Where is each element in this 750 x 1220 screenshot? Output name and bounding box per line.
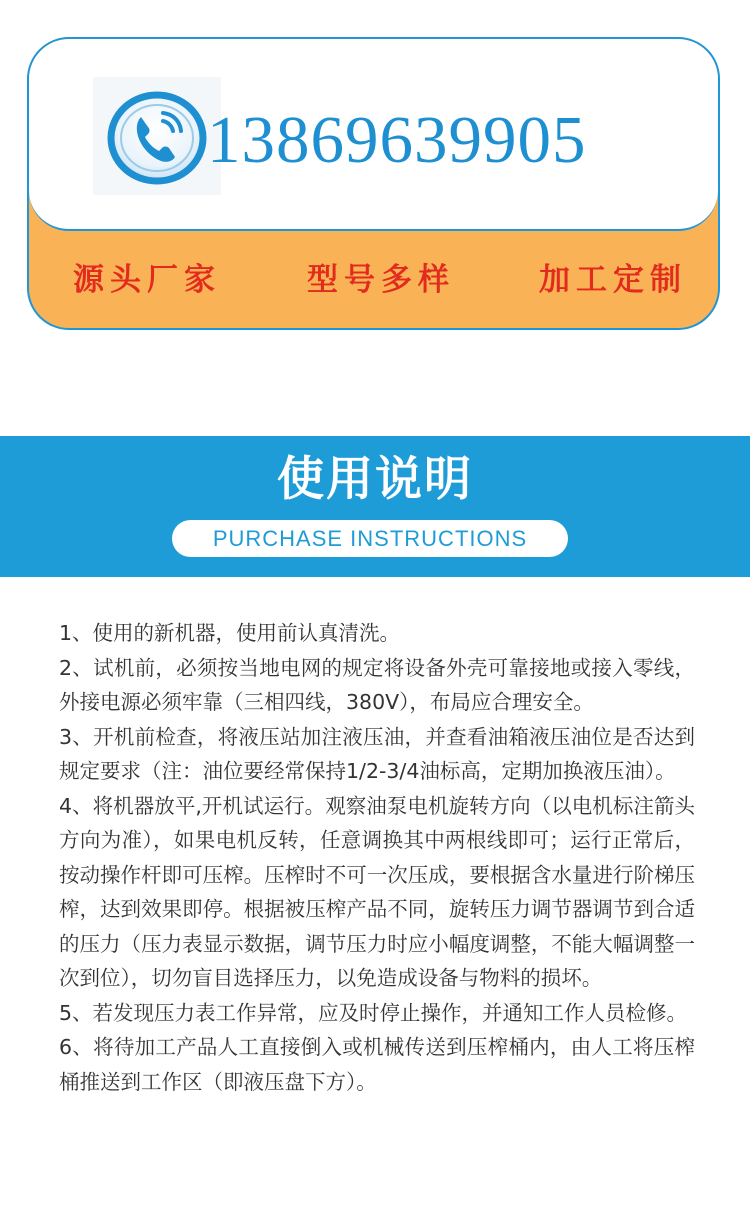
instruction-item: 5、若发现压力表工作异常，应及时停止操作，并通知工作人员检修。 [59,1000,688,1025]
instruction-item: 2、试机前，必须按当地电网的规定将设备外壳可靠接地或接入零线，外接电源必须牢靠（三相四线，380V），布局应合理安全。 [59,655,695,714]
instruction-item: 1、使用的新机器，使用前认真清洗。 [59,621,401,645]
instructions-list [59,616,695,1099]
phone-icon [93,77,221,195]
instruction-item: 6、将待加工产品人工直接倒入或机械传送到压榨桶内，由人工将压榨桶推送到工作区（即液压盘下方）。 [59,1035,695,1094]
instruction-item: 3、开机前检查，将液压站加注液压油，并查看油箱液压油位是否达到规定要求（注：油位要经常保持1/2-3/4油标高，定期加换液压油）。 [59,724,695,783]
section-subtitle: PURCHASE INSTRUCTIONS [172,520,568,557]
tag-custom-processing: 加工定制 [539,262,687,298]
contact-card-top [29,39,718,231]
section-banner [0,436,750,577]
phone-number[interactable]: 13869639905 [207,103,587,177]
contact-card [27,37,720,330]
section-title: 使用说明 [277,452,473,507]
tag-various-models: 型号多样 [307,262,455,298]
tag-source-factory: 源头厂家 [73,262,221,298]
instruction-item: 4、将机器放平,开机试运行。观察油泵电机旋转方向（以电机标注箭头方向为准），如果电机反转，任意调换其中两根线即可；运行正常后，按动操作杆即可压榨。压榨时不可一次压成，要根据含水量进行阶梯压榨，达到效果即停。根据被压榨产品不同，旋转压力调节器调节到合适的压力（压力表显示数据，调节压力时应小幅度调整，不能大幅调整一次到位），切勿盲目选择压力，以免造成设备与物料的损坏。 [59,793,695,990]
